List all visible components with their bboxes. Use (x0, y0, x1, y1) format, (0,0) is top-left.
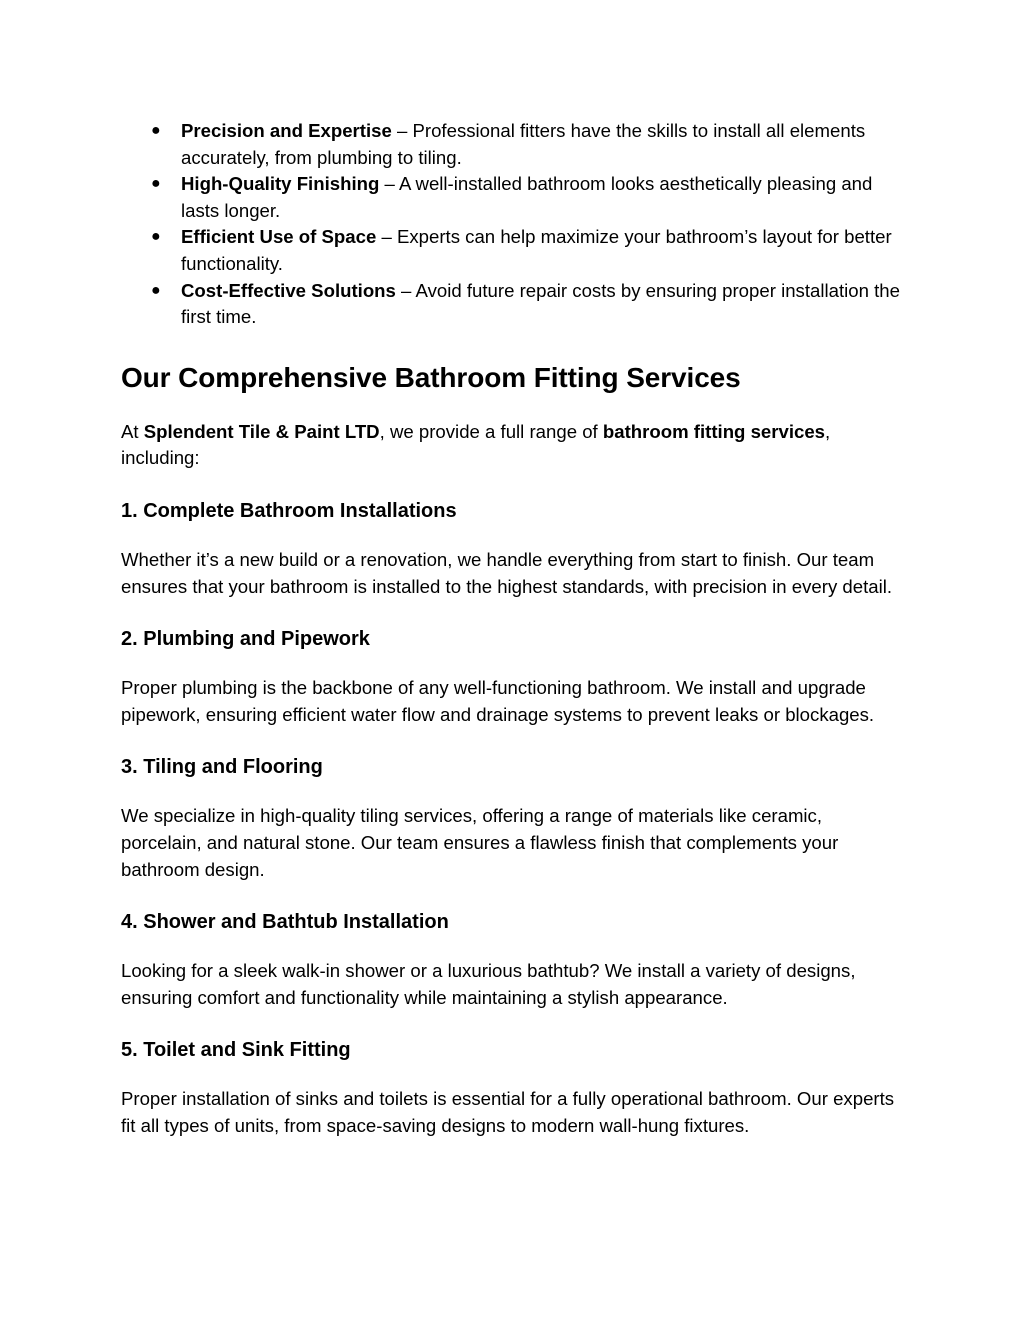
subsection-body: Proper installation of sinks and toilets is essential for a fully operational bathroom. Our experts fit all types of units, from space-saving designs to modern wall-hung fixtures. (121, 1088, 895, 1136)
document-page (121, 118, 901, 1139)
list-item-title: Cost-Effective Solutions (181, 279, 396, 301)
subsection-body: We specialize in high-quality tiling services, offering a range of materials like ceramic, porcelain, and natural stone. Our team ensures a flawless finish that complements your bathroom design. (121, 805, 839, 880)
list-item-title: Efficient Use of Space (181, 226, 377, 248)
list-item-title: Precision and Expertise (181, 120, 392, 141)
subsection-title: 5. Toilet and Sink Fitting (121, 1039, 351, 1062)
subsection-title: 4. Shower and Bathtub Installation (121, 911, 449, 934)
subsection-title: 2. Plumbing and Pipework (121, 628, 370, 651)
list-item-text: – Experts can help maximize your bathroom’s layout for better functionality. (181, 226, 892, 274)
section-heading: Our Comprehensive Bathroom Fitting Services (121, 361, 741, 393)
list-item (121, 118, 901, 171)
subsection-body: Whether it’s a new build or a renovation, we handle everything from start to finish. Our team ensures that your bathroom is installed to the highest standards, with precision in every detail. (121, 548, 893, 597)
list-item-text: – Avoid future repair costs by ensuring proper installation the first time. (181, 279, 900, 328)
bullet-icon: ● (151, 281, 161, 299)
list-item (121, 224, 901, 277)
subsection-body: Proper plumbing is the backbone of any well-functioning bathroom. We install and upgrade pipework, ensuring efficient water flow and drainage systems to prevent leaks or blockages. (121, 677, 875, 725)
list-item (121, 278, 901, 331)
list-item (121, 171, 901, 224)
bullet-icon: ● (151, 175, 161, 193)
list-item-title: High-Quality Finishing (181, 173, 380, 195)
company-name: Splendent Tile & Paint LTD (143, 420, 380, 442)
bullet-icon: ● (151, 122, 161, 139)
list-item-text: – A well-installed bathroom looks aesthetically pleasing and lasts longer. (181, 173, 873, 221)
benefits-list (121, 118, 901, 331)
service-keyword: bathroom fitting services (602, 420, 826, 442)
bullet-icon: ● (151, 228, 161, 246)
intro-paragraph: At Splendent Tile & Paint LTD, we provide a full range of bathroom fitting services, including: (121, 420, 831, 469)
list-item-text: – Professional fitters have the skills to install all elements accurately, from plumbing to tiling. (181, 120, 866, 168)
subsection-title: 1. Complete Bathroom Installations (121, 499, 457, 522)
subsection-body: Looking for a sleek walk-in shower or a luxurious bathtub? We install a variety of designs, ensuring comfort and functionality while maintaining a stylish appearance. (121, 960, 856, 1008)
subsection-title: 3. Tiling and Flooring (121, 756, 323, 779)
